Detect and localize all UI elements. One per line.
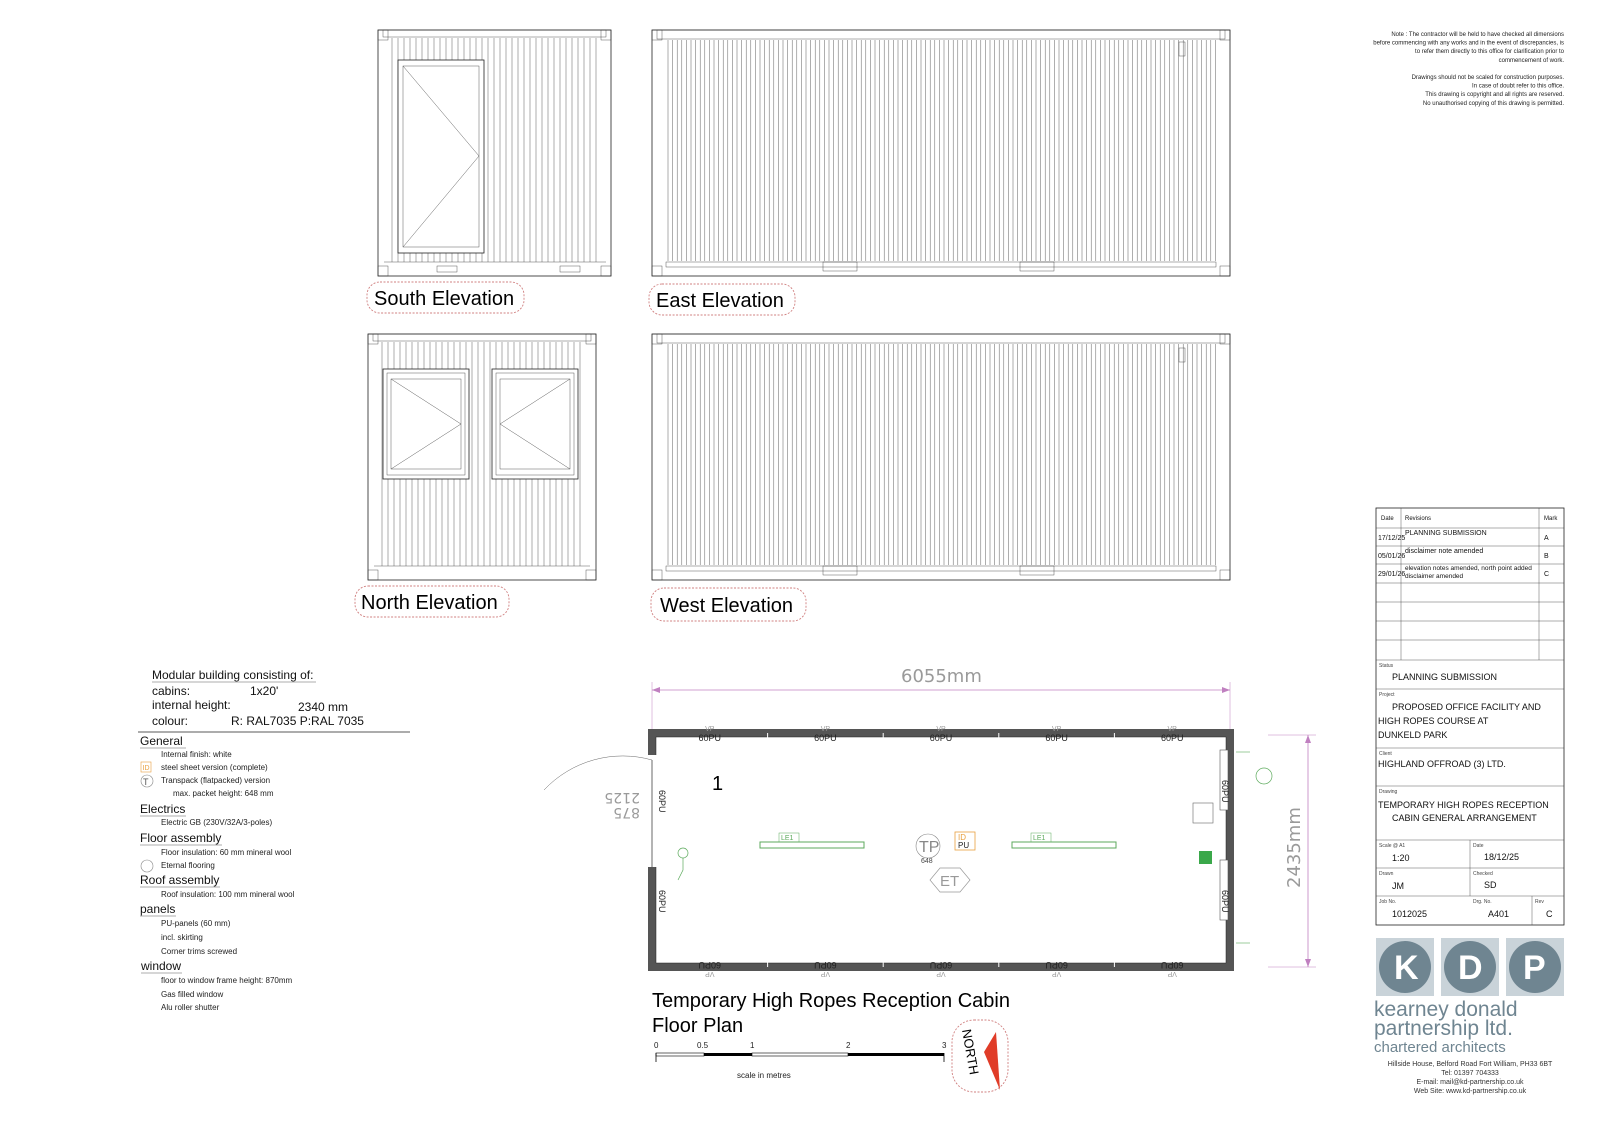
light-label: LE1: [1033, 835, 1046, 842]
vp-label: VP: [936, 970, 946, 977]
project-line: HIGH ROPES COURSE AT: [1378, 716, 1489, 726]
firm-logo: [1374, 938, 1564, 1056]
panel-label: 60PU: [1160, 960, 1184, 970]
panel-label: 60PU: [1220, 890, 1230, 913]
et-label: ET: [940, 873, 960, 890]
west-corrugation: [668, 344, 1215, 565]
dwg-label: Drg. No.: [1473, 899, 1492, 905]
note-line: to refer them directly to this office for clarification prior to: [1415, 49, 1564, 56]
drawing-line: CABIN GENERAL ARRANGEMENT: [1392, 813, 1537, 823]
project-label: Project: [1379, 692, 1395, 698]
north-elevation-label: [355, 586, 509, 617]
panel-label: 60PU: [814, 733, 837, 743]
rev-mark: C: [1544, 571, 1550, 578]
spec-row-value: R: RAL7035 P:RAL 7035: [231, 714, 364, 728]
scale-bar: [654, 1041, 947, 1080]
spec-section-title: panels: [140, 902, 176, 916]
logo-letter: K: [1394, 949, 1419, 987]
note-line: No unauthorised copying of this drawing is permitted.: [1422, 100, 1564, 107]
rev-date: 29/01/26: [1378, 571, 1406, 578]
rev-header-date: Date: [1381, 516, 1394, 522]
panel-label: 60PU: [929, 733, 953, 743]
west-elevation: [652, 334, 1230, 580]
note-line: commencement of work.: [1498, 57, 1564, 64]
title-block: [1376, 508, 1564, 925]
scale-caption: scale in metres: [737, 1071, 791, 1080]
status-label: Status: [1379, 663, 1394, 669]
scale-label: Scale @ A1: [1379, 843, 1406, 849]
light-label: LE1: [781, 835, 794, 842]
panel-label: 60PU: [814, 960, 837, 970]
north-label: NORTH: [959, 1027, 982, 1076]
plan-subtitle: Floor Plan: [652, 1015, 744, 1037]
vp-label: VP: [820, 726, 831, 733]
south-elevation: [378, 30, 611, 276]
panel-label: 60PU: [1220, 780, 1230, 803]
spec-item: Floor insulation: 60 mm mineral wool: [161, 848, 292, 857]
spec-section-title: window: [141, 959, 182, 973]
job-label: Job No.: [1379, 899, 1397, 905]
logo-letter: D: [1458, 949, 1483, 987]
scale-value: 1:20: [1392, 853, 1410, 863]
rev-mark: A: [1544, 535, 1549, 542]
south-elevation-title: South Elevation: [374, 288, 515, 310]
vp-label: VP: [1167, 726, 1177, 733]
spec-item: Eternal flooring: [161, 861, 215, 870]
spec-item: max. packet height: 648 mm: [173, 789, 274, 798]
address-line: Web Site: www.kd-partnership.co.uk: [1413, 1088, 1527, 1095]
width-dimension: 6055mm: [901, 666, 982, 687]
north-elevation-title: North Elevation: [361, 592, 498, 614]
panel-label: 60PU: [657, 890, 667, 913]
address-line: Hillside House, Belford Road Fort William, PH33 6BT: [1387, 1061, 1553, 1068]
spec-section-title: Electrics: [140, 802, 186, 816]
spec-section-title: Roof assembly: [140, 873, 220, 887]
spec-item: Internal finish: white: [161, 750, 232, 759]
spec-item: floor to window frame height: 870mm: [161, 976, 293, 985]
spec-section-title: General: [140, 734, 183, 748]
panel-label: 60PU: [1160, 733, 1184, 743]
eternal-flooring-icon: [141, 860, 153, 872]
rev-header-mark: Mark: [1544, 516, 1558, 522]
spec-item: Corner trims screwed: [161, 947, 238, 956]
scale-tick: 0: [654, 1041, 659, 1050]
vp-label: VP: [1167, 970, 1177, 977]
svg-text:T: T: [143, 777, 149, 787]
drawn-value: JM: [1392, 881, 1404, 891]
east-elevation: [652, 30, 1230, 276]
vp-label: VP: [1051, 726, 1062, 733]
spec-heading: Modular building consisting of:: [152, 668, 314, 682]
west-elevation-label: [651, 588, 806, 621]
depth-dimension: 2435mm: [1284, 807, 1305, 888]
west-elevation-title: West Elevation: [660, 595, 794, 617]
date-value: 18/12/25: [1484, 852, 1520, 862]
firm-name: kearney donald: [1374, 998, 1518, 1021]
spec-item: Alu roller shutter: [161, 1003, 220, 1012]
scale-tick: 1: [750, 1041, 755, 1050]
panel-label: 60PU: [1045, 733, 1068, 743]
vp-label: VP: [936, 726, 946, 733]
rev-date: 05/01/26: [1378, 553, 1406, 560]
rev-label: Rev: [1535, 899, 1544, 905]
north-point: [952, 1020, 1008, 1092]
rev-text: disclaimer amended: [1405, 573, 1464, 580]
spec-item: PU-panels (60 mm): [161, 919, 231, 928]
job-value: 1012025: [1392, 909, 1428, 919]
note-line: Drawings should not be scaled for construction purposes.: [1411, 75, 1564, 81]
spec-item: Roof insulation: 100 mm mineral wool: [161, 890, 295, 899]
socket-symbol: [1256, 768, 1272, 784]
note-line: Note : The contractor will be held to have checked all dimensions: [1391, 32, 1564, 38]
address-line: Tel: 01397 704333: [1441, 1070, 1499, 1077]
panel-label: 60PU: [698, 960, 722, 970]
rev-text: PLANNING SUBMISSION: [1405, 530, 1487, 537]
client-value: HIGHLAND OFFROAD (3) LTD.: [1378, 759, 1506, 769]
drawing-label: Drawing: [1379, 789, 1398, 795]
spec-item: Electric GB (230V/32A/3-poles): [161, 818, 273, 827]
distribution-board: [1193, 803, 1213, 823]
scale-tick: 2: [846, 1041, 851, 1050]
east-corrugation: [668, 40, 1215, 261]
note-line: In case of doubt refer to this office.: [1472, 83, 1564, 90]
disclaimer-notes: [1373, 32, 1564, 107]
vp-label: VP: [705, 726, 715, 733]
logo-letter: P: [1523, 949, 1546, 987]
firm-address: [1388, 1061, 1553, 1095]
client-label: Client: [1379, 751, 1392, 757]
project-line: DUNKELD PARK: [1378, 730, 1448, 740]
id-label: ID: [958, 833, 966, 842]
switch-symbol: [1199, 851, 1212, 864]
date-label: Date: [1473, 843, 1484, 849]
drawn-label: Drawn: [1379, 871, 1394, 877]
spec-item: incl. skirting: [161, 933, 203, 942]
north-elevation: [368, 334, 596, 580]
spec-item: steel sheet version (complete): [161, 763, 268, 772]
note-line: before commencing with any works and in the event of discrepancies, is: [1373, 40, 1564, 47]
spec-row-value: 1x20': [250, 684, 279, 698]
spec-item: Transpack (flatpacked) version: [161, 776, 271, 785]
drawing-line: TEMPORARY HIGH ROPES RECEPTION: [1378, 800, 1549, 810]
spec-row-label: internal height:: [152, 698, 231, 712]
checked-label: Checked: [1473, 871, 1493, 877]
rev-header-revisions: Revisions: [1405, 516, 1432, 522]
rev-text: disclaimer note amended: [1405, 548, 1484, 555]
firm-tagline: chartered architects: [1374, 1039, 1506, 1056]
person-symbol: [678, 848, 688, 858]
tp-value: 648: [921, 858, 933, 865]
scale-tick: 0.5: [697, 1041, 709, 1050]
firm-name: partnership ltd.: [1374, 1017, 1513, 1040]
panel-label: 60PU: [929, 960, 953, 970]
dwg-value: A401: [1488, 909, 1510, 919]
plan-title: Temporary High Ropes Reception Cabin: [652, 990, 1010, 1012]
room-number: 1: [712, 773, 724, 795]
spec-row-label: cabins:: [152, 684, 191, 698]
checked-value: SD: [1484, 880, 1497, 890]
scale-tick: 3: [942, 1041, 947, 1050]
floor-plan: [544, 666, 1316, 977]
specification-block: [138, 668, 410, 1012]
panel-label: 60PU: [698, 733, 722, 743]
spec-item: Gas filled window: [161, 990, 224, 999]
project-line: PROPOSED OFFICE FACILITY AND: [1392, 702, 1541, 712]
svg-text:ID: ID: [142, 765, 150, 772]
panel-labels: [699, 726, 1184, 977]
rev-mark: B: [1544, 553, 1549, 560]
rev-date: 17/12/25: [1378, 535, 1406, 542]
status-value: PLANNING SUBMISSION: [1392, 672, 1498, 682]
door-dimension: 2125: [604, 789, 640, 805]
panel-label: 60PU: [1045, 960, 1068, 970]
spec-section-title: Floor assembly: [140, 831, 222, 845]
east-elevation-label: [649, 284, 795, 315]
vp-label: VP: [705, 970, 715, 977]
pu-label: PU: [958, 841, 970, 850]
note-line: This drawing is copyright and all rights are reserved.: [1425, 92, 1564, 99]
door-dimension: 875: [613, 804, 640, 820]
spec-row-label: colour:: [152, 714, 189, 728]
panel-label: 60PU: [657, 790, 667, 813]
vp-label: VP: [820, 970, 831, 977]
spec-row-value: 2340 mm: [298, 700, 349, 714]
vp-label: VP: [1051, 970, 1062, 977]
rev-value: C: [1546, 909, 1553, 919]
east-elevation-title: East Elevation: [656, 290, 784, 312]
rev-text: elevation notes amended, north point added: [1405, 565, 1532, 572]
south-elevation-label: [367, 282, 524, 313]
address-line: E-mail: mail@kd-partnership.co.uk: [1416, 1079, 1524, 1086]
tp-label: TP: [919, 839, 940, 856]
